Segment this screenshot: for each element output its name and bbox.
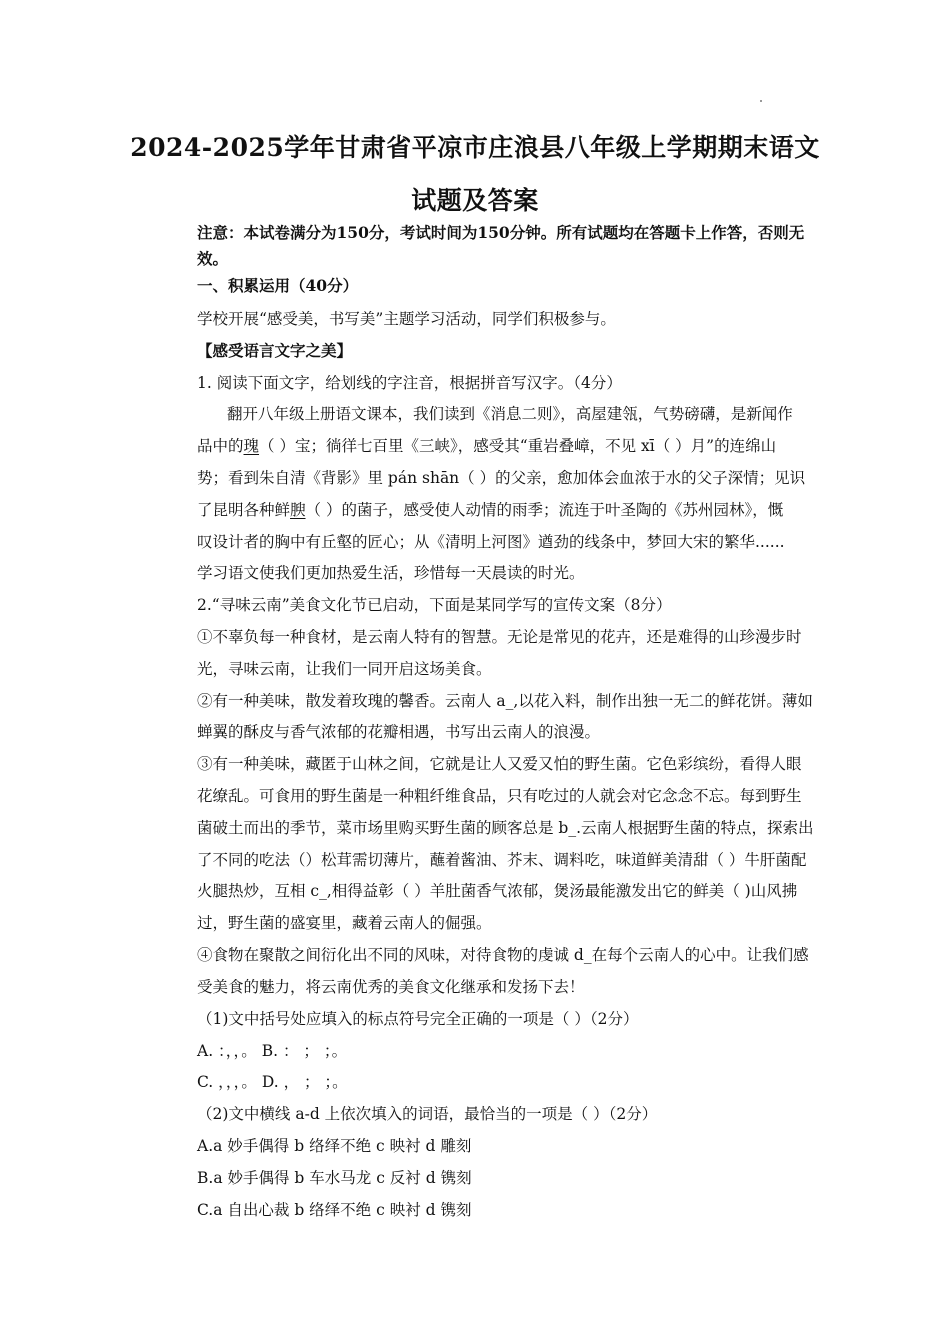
q1-para-line4-post: （ ）的菌子，感受使人动情的雨季；流连于叶圣陶的《苏州园林》，慨 [305, 501, 784, 519]
subsection-heading: 【感受语言文字之美】 [197, 341, 353, 360]
q1-stem: 1. 阅读下面文字，给划线的字注音，根据拼音写汉字。（4分） [197, 374, 622, 392]
q1-para-line4-pre: 了昆明各种鲜 [197, 501, 291, 519]
section1-heading: 一、积累运用（40分） [197, 276, 359, 295]
q2-para3-line2: 花缭乱。可食用的野生菌是一种粗纤维食品，只有吃过的人就会对它念念不忘。每到野生 [197, 787, 802, 805]
q2-para3-line4: 了不同的吃法（）松茸需切薄片，蘸着酱油、芥末、调料吃，味道鲜美清甜（ ）牛肝菌配 [197, 851, 807, 869]
q2-sub2-option-c: C.a 自出心裁 b 络绎不绝 c 映衬 d 镌刻 [197, 1201, 472, 1219]
underlined-char-yu: 腴 [290, 501, 306, 519]
q2-para4-line2: 受美食的魅力，将云南优秀的美食文化继承和发扬下去！ [197, 978, 585, 996]
q1-para-line3: 势；看到朱自清《背影》里 pán shān（ ）的父亲，愈加体会血浓于水的父子深情；见识 [197, 469, 806, 487]
q1-para-line2-post: （ ）宝；徜徉七百里《三峡》，感受其“重岩叠嶂，不见 xī（ ）月”的连绵山 [259, 437, 777, 455]
q2-para3-line3: 菌破土而出的季节，菜市场里购买野生菌的顾客总是 b_.云南人根据野生菌的特点，探索出 [197, 819, 814, 837]
doc-title-line1: 2024-2025学年甘肃省平凉市庄浪县八年级上学期期末语文 [130, 133, 820, 162]
q2-para3-line5: 火腿热炒，互相 c_,相得益彰（ ）羊肚菌香气浓郁，煲汤最能激发出它的鲜美（ )山风拂 [197, 882, 798, 900]
q2-para2-line2: 蝉翼的酥皮与香气浓郁的花瓣相遇，书写出云南人的浪漫。 [197, 723, 601, 741]
q1-para-line2 [197, 436, 776, 456]
q2-para3-line1: ③有一种美味，藏匿于山林之间，它就是让人又爱又怕的野生菌。它色彩缤纷，看得人眼 [197, 755, 802, 773]
underlined-char-gui: 瑰 [243, 437, 260, 455]
q1-para-line6: 学习语文使我们更加热爱生活，珍惜每一天晨读的时光。 [197, 564, 585, 582]
q2-sub2-option-b: B.a 妙手偶得 b 车水马龙 c 反衬 d 镌刻 [197, 1169, 472, 1187]
q1-para-line1: 翻开八年级上册语文课本，我们读到《消息二则》，高屋建瓴，气势磅礴，是新闻作 [227, 405, 793, 423]
intro-text: 学校开展“感受美，书写美”主题学习活动，同学们积极参与。 [197, 310, 616, 328]
stray-dot [760, 100, 762, 102]
q2-para2-line1: ②有一种美味，散发着玫瑰的馨香。云南人 a_,以花入料，制作出独一无二的鲜花饼。薄如 [197, 692, 813, 710]
q1-para-line5: 叹设计者的胸中有丘壑的匠心；从《清明上河图》遒劲的线条中，梦回大宋的繁华...... [197, 533, 785, 551]
q2-sub2-stem: （2)文中横线 a-d 上依次填入的词语，最恰当的一项是（ ）（2分） [197, 1105, 658, 1123]
q2-para1-line2: 光，寻味云南，让我们一同开启这场美食。 [197, 660, 492, 678]
notice-line2: 效。 [197, 249, 229, 268]
q2-sub1-options-ab: A. ：，，。 B. ： ； ；。 [197, 1042, 348, 1060]
q2-sub2-option-a: A.a 妙手偶得 b 络绎不绝 c 映衬 d 雕刻 [197, 1137, 472, 1155]
q2-sub1-stem: （1)文中括号处应填入的标点符号完全正确的一项是（ ）（2分） [197, 1010, 639, 1028]
q1-para-line4 [197, 500, 783, 520]
q1-para-line2-pre: 品中的 [197, 437, 244, 455]
q2-para1-line1: ①不辜负每一种食材，是云南人特有的智慧。无论是常见的花卉，还是难得的山珍漫步时 [197, 628, 802, 646]
notice-line1: 注意：本试卷满分为150分，考试时间为150分钟。所有试题均在答题卡上作答，否则无 [197, 223, 805, 242]
q2-sub1-options-cd: C. ，，，。 D. ， ； ；。 [197, 1073, 348, 1091]
q2-para3-line6: 过，野生菌的盛宴里，藏着云南人的倔强。 [197, 914, 492, 932]
q2-para4-line1: ④食物在聚散之间衍化出不同的风味，对待食物的虔诚 d_在每个云南人的心中。让我们感 [197, 946, 809, 964]
q2-stem: 2.“寻味云南”美食文化节已启动，下面是某同学写的宣传文案（8分） [197, 596, 672, 614]
doc-title-line2: 试题及答案 [411, 186, 539, 215]
